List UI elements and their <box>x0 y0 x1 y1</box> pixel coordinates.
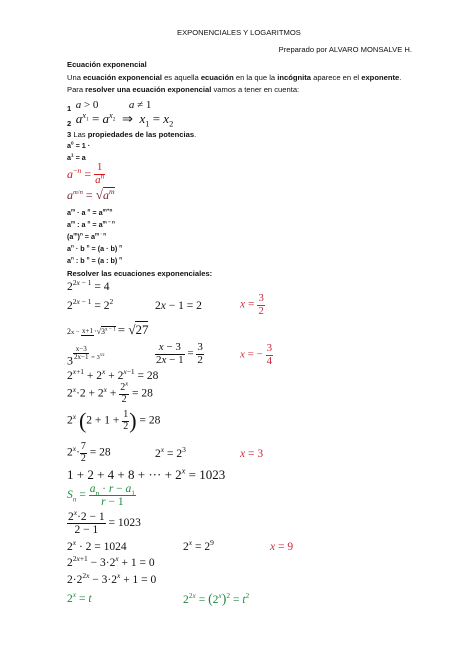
formula-equal-exponents: $a^{x_1} = a^{x_2}$ ⇒ $x_1 = x_2$ <box>75 109 174 129</box>
props-bold: propiedades de las potencias <box>87 130 195 139</box>
exercise-1-solution: x = $\frac{3}{2}$ <box>240 292 264 317</box>
rule-number: 2 <box>67 119 72 128</box>
prop-quotient-power: $a^n$ : b $^n$ = (a : b) $^n$ <box>67 255 123 265</box>
rule-2 <box>67 110 173 128</box>
exercise-2-equation: 2x − x+1 $\cdot√3^{x - 1} = √27$ <box>67 322 149 337</box>
method-text: Para <box>67 85 86 94</box>
def-text: Una <box>67 73 84 82</box>
exercise-4-step: $2^x \cdot 2 = 1024$ <box>67 538 127 553</box>
exercise-3-factor: $2^x\cdot 2 + 2^x$ + $\frac{2^x}{2}$ = 28 <box>67 380 153 405</box>
method-paragraph <box>67 85 299 94</box>
prop-product: $a^m \cdot a$ $^n = a^{m+n}$ <box>67 207 113 217</box>
section-heading-ecuacion: Ecuación exponencial <box>67 60 147 69</box>
exercise-1-step: $2^{2x - 1} = 2^2$ <box>67 297 114 312</box>
exercise-2-linear: $\frac{x - 3}{2x - 1}$ = $\frac{3}{2}$ <box>156 341 203 366</box>
def-bold: ecuación exponencial <box>83 73 162 82</box>
exercise-4-series-formula: $S_n$ = $\frac{a_n \cdot r - a_1}{r - 1}$ <box>67 483 136 509</box>
prop-power: $(a^m)^n = a^{m \cdot n}$ <box>67 231 107 241</box>
exercise-3-equation: $2^{x+1} + 2^x + 2^{x-1} = 28$ <box>67 367 159 382</box>
section-heading-resolver: Resolver las ecuaciones exponenciales: <box>67 269 213 278</box>
exercise-4-substituted: $\frac{2^x\cdot 2 - 1}{2 - 1}$ = 1023 <box>68 508 141 537</box>
exercise-2-step: 3 $^{\frac{x-3}{2x-1} = 3^{3/2}}$ <box>67 345 105 368</box>
def-bold: incógnita <box>277 73 311 82</box>
prop-negative-exp: $a^{-n}$ = $\frac{1}{a^n}$ <box>67 161 105 186</box>
formula-a-gt-0: a > 0 <box>75 99 99 111</box>
def-text: en la que la <box>233 73 278 82</box>
exercise-3-grouped: 2$^x$ (2 + 1 + $\frac{1}{2}$ ) = 28 <box>67 408 161 433</box>
exercise-3-step: $2^x = 2^3$ <box>155 445 186 460</box>
def-text: aparece en el <box>310 73 362 82</box>
prop-a1: $a^1 = a$ <box>67 152 86 162</box>
rule-number: 1 <box>67 104 72 113</box>
prop-a0: $a^0 = 1$ · <box>67 140 91 150</box>
exercise-1-equation: $2^{2x - 1} = 4$ <box>67 278 110 293</box>
formula-a-neq-1: a ≠ 1 <box>128 99 152 111</box>
def-bold: exponente <box>361 73 400 82</box>
rule-3 <box>67 130 196 139</box>
exercise-1-linear: 2x − 1 = 2 <box>155 300 202 312</box>
exercise-2-solution: x = − $\frac{3}{4}$ <box>240 342 273 367</box>
author-line: Preparado por ALVARO MONSALVE H. <box>278 45 412 54</box>
def-text: . <box>399 73 402 82</box>
props-text: . <box>194 130 197 139</box>
exercise-5-substitution-squared: $2^{2x} = (2^x)^2 = t^2$ <box>183 591 250 606</box>
rule-number: 3 <box>67 130 72 139</box>
prop-quotient: $a^m$ : a $^n = a^{m - n}$ <box>67 219 115 229</box>
exercise-3-solution: x = 3 <box>240 448 264 460</box>
def-bold: ecuación <box>200 73 234 82</box>
exercise-5-step: $2\cdot 2^{2x} - 3\cdot 2^x + 1 = 0$ <box>67 571 157 586</box>
exercise-3-simplified: $2^x\cdot$ $\frac{7}{2}$ = 28 <box>67 441 111 464</box>
props-text: Las <box>71 130 88 139</box>
def-text: es aquella <box>161 73 201 82</box>
method-bold: resolver una ecuación exponencial <box>85 85 212 94</box>
document-title: EXPONENCIALES Y LOGARITMOS <box>177 28 301 37</box>
prop-fraction-exp: $a^{m/n} = √a^m$ <box>67 187 115 202</box>
definition-paragraph <box>67 73 401 82</box>
exercise-5-equation: $2^{2x+1} - 3\cdot 2^x + 1 = 0$ <box>67 554 155 569</box>
exercise-4-equation: 1 + 2 + 4 + 8 + ··· + $2^x = 1023$ <box>67 465 226 482</box>
exercise-5-substitution: $2^x = t$ <box>67 590 92 605</box>
exercise-4-solution: x = 9 <box>270 541 294 553</box>
exercise-4-step-2: $2^x = 2^9$ <box>183 538 214 553</box>
method-text: vamos a tener en cuenta: <box>211 85 300 94</box>
prop-product-power: $a^n \cdot b$ $^n$ = (a · b) $^n$ <box>67 243 123 253</box>
